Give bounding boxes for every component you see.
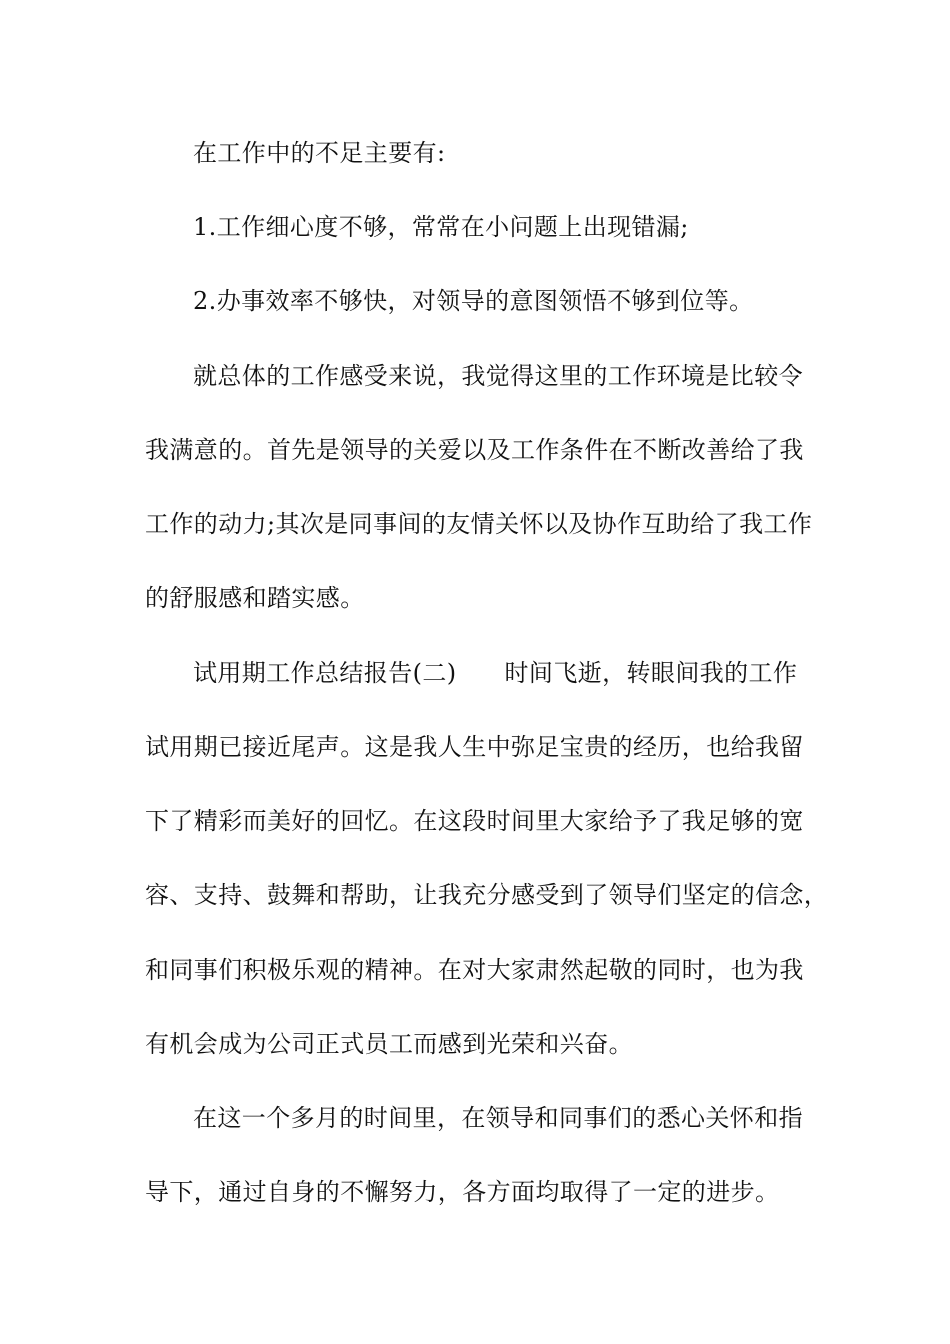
text-line: 在这一个多月的时间里，在领导和同事们的悉心关怀和指 (193, 1104, 803, 1132)
text-line: 工作的动力;其次是同事间的友情关怀以及协作互助给了我工作 (145, 510, 813, 538)
section-title: 试用期工作总结报告(二) (193, 659, 457, 687)
text-line: 的舒服感和踏实感。 (145, 584, 365, 612)
heading-line (193, 653, 873, 693)
list-item-1: 1.工作细心度不够，常常在小问题上出现错漏; (193, 213, 689, 241)
text-span: 时间飞逝，转眼间我的工作 (504, 659, 798, 687)
text-line: 容、支持、鼓舞和帮助，让我充分感受到了领导们坚定的信念， (145, 881, 829, 909)
text-line: 有机会成为公司正式员工而感到光荣和兴奋。 (145, 1030, 633, 1058)
text-line: 在工作中的不足主要有: (193, 139, 446, 167)
text-line: 和同事们积极乐观的精神。在对大家肃然起敬的同时，也为我 (145, 956, 804, 984)
text-line: 我满意的。首先是领导的关爱以及工作条件在不断改善给了我 (145, 436, 804, 464)
text-line: 下了精彩而美好的回忆。在这段时间里大家给予了我足够的宽 (145, 807, 804, 835)
list-item-2: 2.办事效率不够快，对领导的意图领悟不够到位等。 (193, 287, 754, 315)
text-line: 导下，通过自身的不懈努力，各方面均取得了一定的进步。 (145, 1178, 780, 1206)
text-line: 试用期已接近尾声。这是我人生中弥足宝贵的经历，也给我留 (145, 733, 804, 761)
text-line: 就总体的工作感受来说，我觉得这里的工作环境是比较令 (193, 362, 803, 390)
